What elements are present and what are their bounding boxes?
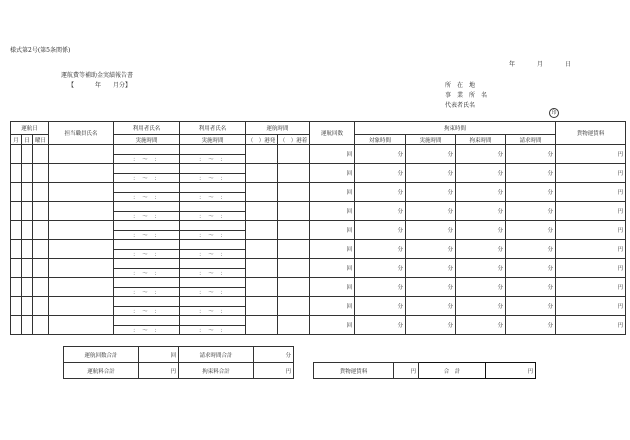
cell-user2[interactable]	[180, 145, 246, 155]
cell-claim-time[interactable]: 分	[506, 221, 556, 240]
cell-weekday[interactable]	[33, 240, 49, 259]
cell-impl-time[interactable]: 分	[406, 221, 456, 240]
cell-weekday[interactable]	[33, 259, 49, 278]
period-year: 年	[95, 82, 102, 89]
voyage-record-table	[10, 121, 626, 335]
hdr-hold-time: 拘束時間	[355, 122, 556, 135]
cell-voyage-count[interactable]: 回	[310, 183, 355, 202]
hdr-voyage-time: 運航時間	[246, 122, 310, 135]
cell-arrive[interactable]	[278, 221, 310, 240]
cell-depart[interactable]	[246, 278, 278, 297]
hdr-staff: 担当職員氏名	[49, 122, 114, 145]
cell-staff[interactable]	[49, 240, 114, 259]
table-row	[11, 221, 626, 231]
cell-user1-time[interactable]: ： ～ ：	[114, 192, 180, 202]
cell-arrive[interactable]	[278, 240, 310, 259]
cell-arrive[interactable]	[278, 316, 310, 335]
cell-day[interactable]	[22, 240, 33, 259]
cell-user2-time[interactable]: ： ～ ：	[180, 325, 246, 335]
cell-day[interactable]	[22, 145, 33, 164]
cell-cargo-fee[interactable]: 円	[556, 183, 626, 202]
cell-voyage-count[interactable]: 回	[310, 259, 355, 278]
cell-voyage-count[interactable]: 回	[310, 202, 355, 221]
cell-hold-time[interactable]: 分	[456, 316, 506, 335]
hdr-depart: （ ）港発	[246, 135, 278, 145]
cell-month[interactable]	[11, 183, 22, 202]
cell-day[interactable]	[22, 297, 33, 316]
period-month: 月分】	[113, 82, 132, 89]
hdr-month: 月	[11, 135, 22, 145]
cell-user2-time[interactable]: ： ～ ：	[180, 154, 246, 164]
hdr-hold-time2: 拘束時間	[456, 135, 506, 145]
cell-user1-time[interactable]: ： ～ ：	[114, 230, 180, 240]
cell-day[interactable]	[22, 183, 33, 202]
cell-user1-time[interactable]: ： ～ ：	[114, 173, 180, 183]
cell-day[interactable]	[22, 278, 33, 297]
cell-target-time[interactable]: 分	[355, 183, 406, 202]
cell-user2-time[interactable]: ： ～ ：	[180, 249, 246, 259]
sum-grand-total-value[interactable]: 円	[486, 363, 536, 379]
cell-arrive[interactable]	[278, 297, 310, 316]
cell-cargo-fee[interactable]: 円	[556, 297, 626, 316]
cell-voyage-count[interactable]: 回	[310, 316, 355, 335]
cell-user2-time[interactable]: ： ～ ：	[180, 287, 246, 297]
cell-user2-time[interactable]: ： ～ ：	[180, 173, 246, 183]
cell-hold-time[interactable]: 分	[456, 278, 506, 297]
cell-day[interactable]	[22, 202, 33, 221]
cell-target-time[interactable]: 分	[355, 240, 406, 259]
cell-voyage-count[interactable]: 回	[310, 278, 355, 297]
table-row	[11, 316, 626, 326]
hdr-day: 日	[22, 135, 33, 145]
cell-user2-time[interactable]: ： ～ ：	[180, 268, 246, 278]
cell-arrive[interactable]	[278, 164, 310, 183]
cell-impl-time[interactable]: 分	[406, 278, 456, 297]
cell-user1[interactable]	[114, 240, 180, 250]
cell-claim-time[interactable]: 分	[506, 164, 556, 183]
sum-grand-total-label: 合 計	[419, 363, 486, 379]
cell-user1[interactable]	[114, 202, 180, 212]
cell-cargo-fee[interactable]: 円	[556, 164, 626, 183]
cell-month[interactable]	[11, 259, 22, 278]
hdr-voyage-date: 運航日	[11, 122, 49, 135]
seal-icon	[549, 99, 559, 118]
cell-arrive[interactable]	[278, 278, 310, 297]
cell-cargo-fee[interactable]: 円	[556, 221, 626, 240]
office-label: 事 業 所 名	[445, 92, 488, 99]
sum-count-value[interactable]: 回	[139, 347, 179, 363]
sum-voyage-fee-value[interactable]: 円	[139, 363, 179, 379]
cell-target-time[interactable]: 分	[355, 278, 406, 297]
cell-month[interactable]	[11, 278, 22, 297]
date-day: 日	[565, 61, 572, 68]
cell-claim-time[interactable]: 分	[506, 145, 556, 164]
cell-user1-time[interactable]: ： ～ ：	[114, 211, 180, 221]
cell-day[interactable]	[22, 316, 33, 335]
cell-target-time[interactable]: 分	[355, 297, 406, 316]
cell-weekday[interactable]	[33, 202, 49, 221]
cell-user2[interactable]	[180, 278, 246, 288]
hdr-target-time: 対象時間	[355, 135, 406, 145]
cell-weekday[interactable]	[33, 183, 49, 202]
cell-weekday[interactable]	[33, 164, 49, 183]
cell-user2[interactable]	[180, 202, 246, 212]
cell-depart[interactable]	[246, 259, 278, 278]
hdr-weekday: 曜日	[33, 135, 49, 145]
cell-month[interactable]	[11, 202, 22, 221]
cell-user1[interactable]	[114, 316, 180, 326]
sum-hold-fee-value[interactable]: 円	[254, 363, 294, 379]
cell-target-time[interactable]: 分	[355, 316, 406, 335]
cell-month[interactable]	[11, 316, 22, 335]
cell-month[interactable]	[11, 240, 22, 259]
cell-month[interactable]	[11, 164, 22, 183]
cell-weekday[interactable]	[33, 221, 49, 240]
cell-user1[interactable]	[114, 278, 180, 288]
cell-weekday[interactable]	[33, 278, 49, 297]
cell-impl-time[interactable]: 分	[406, 164, 456, 183]
cell-month[interactable]	[11, 145, 22, 164]
cell-user1-time[interactable]: ： ～ ：	[114, 249, 180, 259]
hdr-user1: 利用者氏名	[114, 122, 180, 135]
hdr-impl-time: 実施時間	[406, 135, 456, 145]
table-row	[11, 297, 626, 307]
cell-arrive[interactable]	[278, 183, 310, 202]
cell-weekday[interactable]	[33, 145, 49, 164]
cell-user1[interactable]	[114, 221, 180, 231]
cell-depart[interactable]	[246, 316, 278, 335]
summary-table	[63, 346, 536, 379]
cell-user2[interactable]	[180, 221, 246, 231]
cell-voyage-count[interactable]: 回	[310, 240, 355, 259]
cell-staff[interactable]	[49, 145, 114, 164]
cell-user1[interactable]	[114, 297, 180, 307]
sum-claim-label: 請求時間合計	[179, 347, 254, 363]
cell-claim-time[interactable]: 分	[506, 183, 556, 202]
cell-voyage-count[interactable]: 回	[310, 297, 355, 316]
cell-hold-time[interactable]: 分	[456, 240, 506, 259]
table-row	[11, 259, 626, 269]
cell-target-time[interactable]: 分	[355, 145, 406, 164]
cell-staff[interactable]	[49, 316, 114, 335]
cell-user2[interactable]	[180, 297, 246, 307]
cell-cargo-fee[interactable]: 円	[556, 202, 626, 221]
cell-voyage-count[interactable]: 回	[310, 145, 355, 164]
cell-user1-time[interactable]: ： ～ ：	[114, 287, 180, 297]
sum-cargo-fee-label: 貨物運賃料	[314, 363, 394, 379]
sum-count-label: 運航回数合計	[64, 347, 139, 363]
cell-user1[interactable]	[114, 145, 180, 155]
cell-user2-time[interactable]: ： ～ ：	[180, 192, 246, 202]
cell-user2-time[interactable]: ： ～ ：	[180, 230, 246, 240]
period-open: 【	[68, 82, 75, 89]
cell-voyage-count[interactable]: 回	[310, 164, 355, 183]
cell-impl-time[interactable]: 分	[406, 145, 456, 164]
cell-day[interactable]	[22, 259, 33, 278]
cell-staff[interactable]	[49, 202, 114, 221]
table-row	[11, 164, 626, 174]
cell-target-time[interactable]: 分	[355, 202, 406, 221]
sum-voyage-fee-label: 運航料合計	[64, 363, 139, 379]
cell-hold-time[interactable]: 分	[456, 221, 506, 240]
rep-label: 代表者氏名	[445, 102, 476, 109]
cell-user1-time[interactable]: ： ～ ：	[114, 306, 180, 316]
cell-cargo-fee[interactable]: 円	[556, 145, 626, 164]
cell-user2[interactable]	[180, 240, 246, 250]
cell-month[interactable]	[11, 297, 22, 316]
cell-cargo-fee[interactable]: 円	[556, 278, 626, 297]
cell-weekday[interactable]	[33, 297, 49, 316]
cell-user2-time[interactable]: ： ～ ：	[180, 306, 246, 316]
cell-hold-time[interactable]: 分	[456, 183, 506, 202]
cell-voyage-count[interactable]: 回	[310, 221, 355, 240]
cell-impl-time[interactable]: 分	[406, 297, 456, 316]
hdr-voyage-count: 運航回数	[310, 122, 355, 145]
cell-arrive[interactable]	[278, 145, 310, 164]
cell-target-time[interactable]: 分	[355, 221, 406, 240]
cell-staff[interactable]	[49, 278, 114, 297]
cell-impl-time[interactable]: 分	[406, 316, 456, 335]
hdr-arrive: （ ）港着	[278, 135, 310, 145]
cell-claim-time[interactable]: 分	[506, 259, 556, 278]
cell-user1[interactable]	[114, 259, 180, 269]
sum-hold-fee-label: 拘束料合計	[179, 363, 254, 379]
cell-staff[interactable]	[49, 221, 114, 240]
hdr-user1-time: 実施時間	[114, 135, 180, 145]
cell-staff[interactable]	[49, 183, 114, 202]
cell-day[interactable]	[22, 164, 33, 183]
cell-staff[interactable]	[49, 164, 114, 183]
cell-hold-time[interactable]: 分	[456, 297, 506, 316]
cell-arrive[interactable]	[278, 202, 310, 221]
cell-hold-time[interactable]: 分	[456, 259, 506, 278]
cell-cargo-fee[interactable]: 円	[556, 316, 626, 335]
cell-depart[interactable]	[246, 240, 278, 259]
cell-claim-time[interactable]: 分	[506, 278, 556, 297]
date-year: 年	[509, 61, 516, 68]
cell-user2[interactable]	[180, 259, 246, 269]
cell-impl-time[interactable]: 分	[406, 202, 456, 221]
table-row	[11, 183, 626, 193]
cell-staff[interactable]	[49, 297, 114, 316]
hdr-cargo-fee: 貨物運賃料	[556, 122, 626, 145]
cell-staff[interactable]	[49, 259, 114, 278]
table-row	[11, 202, 626, 212]
address-label: 所 在 地	[445, 82, 476, 89]
sum-cargo-fee-value[interactable]: 円	[394, 363, 419, 379]
cell-user2-time[interactable]: ： ～ ：	[180, 211, 246, 221]
cell-cargo-fee[interactable]: 円	[556, 259, 626, 278]
cell-depart[interactable]	[246, 221, 278, 240]
cell-user2[interactable]	[180, 316, 246, 326]
hdr-user2-time: 実施時間	[180, 135, 246, 145]
table-row	[11, 145, 626, 155]
cell-arrive[interactable]	[278, 259, 310, 278]
cell-user1-time[interactable]: ： ～ ：	[114, 154, 180, 164]
sum-claim-value[interactable]: 分	[254, 347, 294, 363]
cell-user1[interactable]	[114, 164, 180, 174]
table-row	[11, 278, 626, 288]
cell-claim-time[interactable]: 分	[506, 297, 556, 316]
cell-user1-time[interactable]: ： ～ ：	[114, 325, 180, 335]
cell-user2[interactable]	[180, 183, 246, 193]
cell-claim-time[interactable]: 分	[506, 240, 556, 259]
cell-impl-time[interactable]: 分	[406, 259, 456, 278]
cell-user1[interactable]	[114, 183, 180, 193]
cell-hold-time[interactable]: 分	[456, 164, 506, 183]
table-row	[11, 240, 626, 250]
cell-depart[interactable]	[246, 164, 278, 183]
cell-weekday[interactable]	[33, 316, 49, 335]
report-title: 運航費等補助金実績報告書	[61, 72, 134, 79]
cell-hold-time[interactable]: 分	[456, 202, 506, 221]
hdr-claim-time: 請求時間	[506, 135, 556, 145]
cell-day[interactable]	[22, 221, 33, 240]
cell-depart[interactable]	[246, 145, 278, 164]
seal-mark: 印	[549, 108, 559, 118]
cell-claim-time[interactable]: 分	[506, 316, 556, 335]
cell-depart[interactable]	[246, 202, 278, 221]
cell-hold-time[interactable]: 分	[456, 145, 506, 164]
cell-depart[interactable]	[246, 183, 278, 202]
form-id: 様式第2号(第5条関係)	[10, 47, 71, 54]
cell-impl-time[interactable]: 分	[406, 183, 456, 202]
cell-target-time[interactable]: 分	[355, 259, 406, 278]
cell-target-time[interactable]: 分	[355, 164, 406, 183]
cell-depart[interactable]	[246, 297, 278, 316]
cell-impl-time[interactable]: 分	[406, 240, 456, 259]
cell-claim-time[interactable]: 分	[506, 202, 556, 221]
cell-user2[interactable]	[180, 164, 246, 174]
cell-month[interactable]	[11, 221, 22, 240]
date-month: 月	[537, 61, 544, 68]
hdr-user2: 利用者氏名	[180, 122, 246, 135]
cell-cargo-fee[interactable]: 円	[556, 240, 626, 259]
cell-user1-time[interactable]: ： ～ ：	[114, 268, 180, 278]
